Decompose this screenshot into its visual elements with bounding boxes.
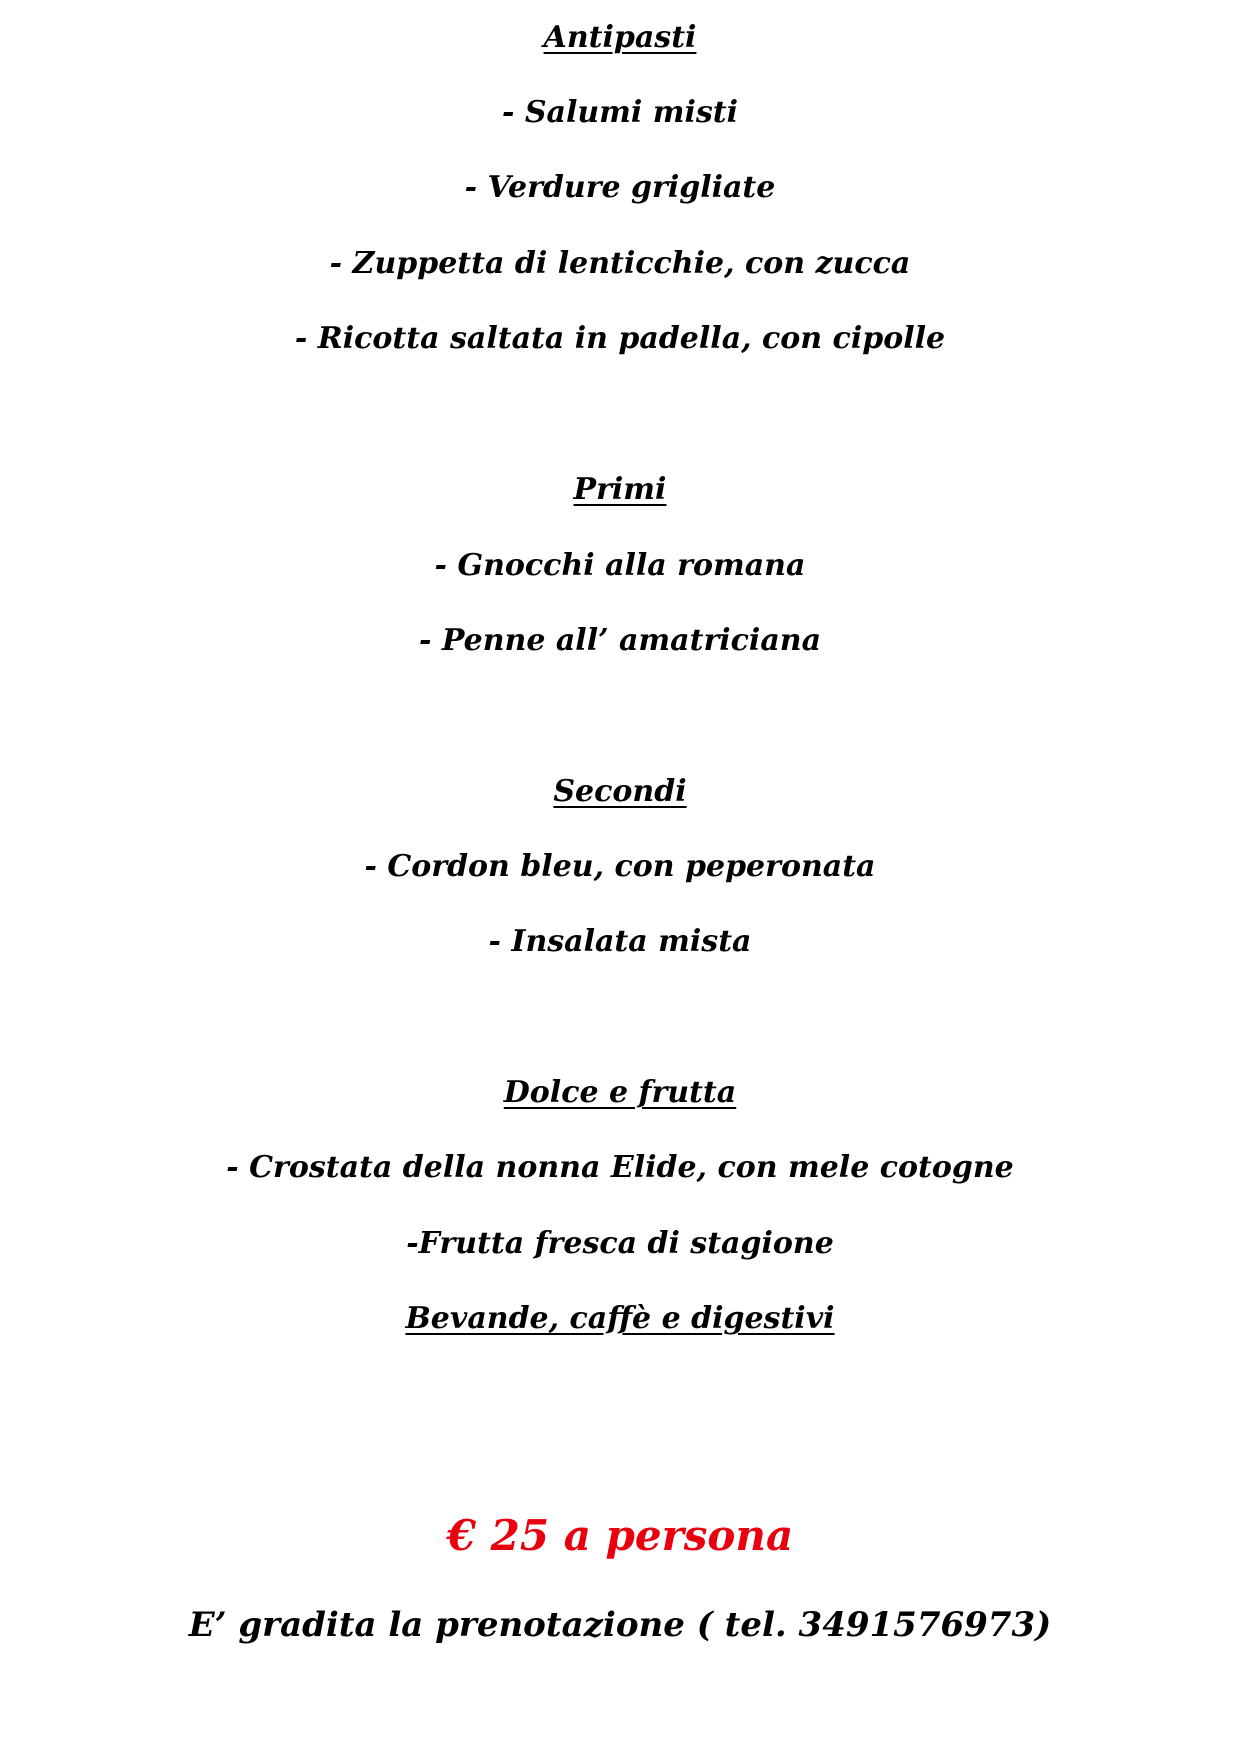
section-title-antipasti: Antipasti xyxy=(543,20,697,55)
menu-item: - Cordon bleu, con peperonata xyxy=(364,849,876,884)
menu-item: - Penne all’ amatriciana xyxy=(418,623,822,658)
section-title-dolce-e-frutta: Dolce e frutta xyxy=(503,1075,737,1110)
menu-item: - Zuppetta di lenticchie, con zucca xyxy=(329,246,911,281)
price-per-person: € 25 a persona xyxy=(446,1511,794,1560)
booking-note: E’ gradita la prenotazione ( tel. 3491576973) xyxy=(188,1605,1052,1645)
menu-item: - Ricotta saltata in padella, con cipolle xyxy=(294,321,946,356)
menu-item: - Gnocchi alla romana xyxy=(434,548,806,583)
section-title-primi: Primi xyxy=(573,472,667,507)
menu-item: - Salumi misti xyxy=(501,95,739,130)
menu-item: - Crostata della nonna Elide, con mele cotogne xyxy=(226,1150,1014,1185)
menu-item: -Frutta fresca di stagione xyxy=(406,1226,834,1261)
section-title-secondi: Secondi xyxy=(553,774,687,809)
drinks-heading: Bevande, caffè e digestivi xyxy=(405,1301,835,1336)
menu-item: - Verdure grigliate xyxy=(464,170,776,205)
menu-item: - Insalata mista xyxy=(488,924,752,959)
